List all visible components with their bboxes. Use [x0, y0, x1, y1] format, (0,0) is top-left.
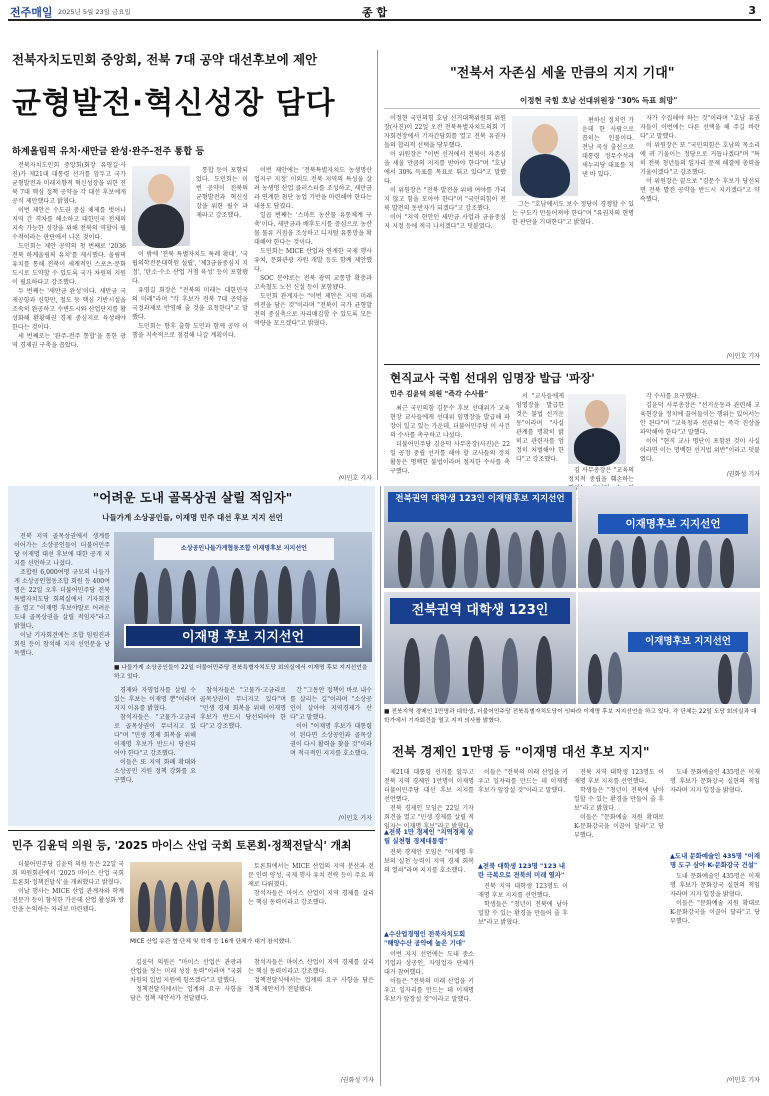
interview-col3: 자가 수집해야 하는 것"이라며 "호남 유권자들이 이번에는 다른 선택을 해 주길 바란다"고 말했다. 이 위원장은 또 "국민의힘은 호남의 목소리에 귀 기울이는 정당으로 거듭나겠다"며 "특히 전북 청년들의 일자리 문제 해결에 총력을 기울이겠다"고 강조했다. 이 위원장은 끝으로 "김문수 후보가 당선되면 전북 발전 공약을 반드시 지키겠다"고 약속했다.: [640, 115, 760, 203]
merchants-banner: 이재명 후보 지지선언: [124, 624, 362, 648]
economy-col3: 전북 지역 대학생 123명도 이재명 후보 지지를 선언했다. 학생들은 "청년이 전북에 남아 일할 수 있는 환경을 만들어 줄 후보"라고 밝혔다.: [478, 883, 568, 926]
economy-col1: 제21대 대통령 선거를 앞두고 전북 지역 경제인 1만명이 이재명 더불어민주당 대선 후보 지지를 선언했다. 전북 경제인 모임은 22일 기자회견을 열고 "민생 경제를 살릴 적임자는 이재명 후보"라고 밝혔다.: [384, 769, 474, 830]
forum-photo-caption: MICE 산업 유관 협·단체 및 학계 등 16개 단체가 대거 참석했다.: [130, 939, 292, 945]
interview-byline: /이민호 기자: [726, 353, 760, 360]
economy-col4: 도내 문화예술인 435명은 이재명 후보가 문화강국 실현의 적임자라며 지지 입장을 밝혔다. 이들은 "문화예술 지원 확대로 K-문화강국을 이끌어 달라"고 당부했다.: [670, 873, 760, 925]
lim-byline: /권화성 기자: [726, 471, 760, 478]
interview-col2-top: 편하신 정치인 가운데 한 사람으로 꼽히는 인물이다. 전남 곡성 출신으로 대통령 정무수석과 새누리당 대표를 지낸 바 있다.: [582, 117, 634, 178]
forum-col1: 더불어민주당 김윤덕 의원 등은 22일 국회 의원회관에서 '2025 마이스 산업 국회 토론회·정책전달식'을 개최했다고 밝혔다. 이날 행사는 MICE 산업 관계자와 학계 전문가 등이 참석한 가운데 산업 활성화 방안을 논의하는 자리로 마련됐다.: [12, 861, 124, 913]
lim-col3: 각 수사를 요구했다. 김윤덕 사무총장은 "선거운동과 관련해 교육현장을 정치에 끌어들이는 행위는 있어서는 안 된다"며 "교육청과 선관위는 즉각 진상을 파악해야 한다"고 말했다. 이어 "현직 교사 명단이 포함된 것이 사실이라면 이는 명백한 선거법 위반"이라고 덧붙였다.: [640, 393, 760, 463]
lead-headline: 균형발전·혁신성장 담다: [12, 86, 336, 121]
collage-photo-2: [578, 486, 760, 588]
lead-col3: 이번 제안에는 '전북특별자치도 농생명산업지구 지정' 이외도 전북 지역의 특성을 살려 농생명 산업 클러스터를 조성하고, 새만금과 연계한 첨단 농업 기반을 마련해야 한다는 내용도 담겼다. 일곱 번째는 '스마트 농산물 유통체계 구축'이다. 새만금과 배후도시를 중심으로 농산물 물류 거점을 조성하고 디지털 유통망을 확대해야 한다는 것이다. 도민회는 MICE 산업과 연계한 국제 행사 유치, 문화관광 자원 개발 등도 함께 제안했다. SOC 분야로는 전북 광역 교통망 확충과 고속철도 노선 신설 등이 포함됐다. 도민회 관계자는 "이번 제안은 지역 미래 비전을 담은 것"이라며 "전북이 국가 균형발전의 중심축으로 자리매김할 수 있도록 모든 역량을 모으겠다"고 밝혔다.: [254, 167, 372, 327]
forum-byline: /권화성 기자: [340, 1077, 374, 1084]
lead-portrait: [132, 166, 190, 246]
merchants-col3: 간 "그동안 정책이 바로 내수를 살리는 길"이라며 "소상공인이 살아야 지역경제가 산다"고 말했다. 이어 "이재명 후보가 대통령이 된다면 소상공인과 골목상권이 다시 활력을 찾을 것"이라며 적극적인 지지를 호소했다.: [290, 687, 372, 757]
lim-portrait: [568, 394, 626, 464]
lim-headline: 현직교사 국힘 선대위 임명장 발급 '파장': [390, 371, 595, 385]
economy-sub2: ▲수산업경영인 전북자치도회 "해양수산 공약에 높은 기대": [384, 930, 466, 947]
lead-col2: 이 밖에 '전북 특별자치도 특례 확대', '국립의학전문대학원 설립', '제3금융중심지 지정', '탄소·수소 산업 거점 육성' 등이 포함됐다. 유영길 회장은 "전북의 미래는 대한민국의 미래"라며 "각 후보가 전북 7대 공약을 국정과제로 반영해 줄 것을 요청한다"고 말했다. 도민회는 향후 출향 도민과 함께 공약 이행을 지속적으로 점검해 나갈 계획이다.: [132, 251, 248, 339]
section-rule: [384, 364, 760, 365]
lead-col2-top: 통합 등이 포함되었다. 도민회는 이번 공약이 전북의 균형발전과 혁신성장을 위한 필수 과제라고 강조했다.: [196, 167, 248, 219]
collage-photo-3: [384, 592, 576, 704]
lead-kicker: 전북자치도민회 중앙회, 전북 7대 공약 대선후보에 제안: [12, 52, 318, 67]
forum-headline: 민주 김윤덕 의원 등, '2025 마이스 산업 국회 토론회·정책전달식' 개최: [12, 839, 352, 852]
merchants-col2: 경제와 자영업자를 살릴 수 있는 후보는 이재명 뿐"이라며 지지 이유를 밝혔다. 참석자들은 "고물가·고금리로 골목상권이 무너지고 있다"며 "민생 경제 회복을 위해 이재명 후보가 반드시 당선되어야 한다"고 강조했다. 이들은 또 지역 화폐 확대와 소상공인 지원 정책 강화를 요구했다.: [114, 687, 196, 784]
forum-col2: 토론회에서는 MICE 산업의 지역 분산과 전문 인력 양성, 국제 행사 유치 전략 등이 주요 의제로 다뤄졌다. 참석자들은 마이스 산업이 지역 경제를 살리는 핵심 동력이라고 강조했다.: [248, 863, 374, 906]
masthead-rule: [8, 19, 761, 21]
interview-col1: 이정현 국민의힘 호남 선거대책위원회 위원장(사진)이 22일 오전 전북특별자치도의회 기자회견장에서 기자간담회를 열고 전북 유권자들의 합리적 선택을 당부했다. 이 위원장은 "이번 선거에서 전북이 자존심을 세울 만큼의 지지를 받아야 한다"며 "호남에서 30% 득표를 목표로 뛰고 있다"고 말했다. 이 위원장은 "전북 발전을 위해 여야를 가리지 않고 힘을 모아야 한다"며 "국민의힘이 전북 발전의 동반자가 되겠다"고 강조했다. 이어 "지역 현안인 새만금 사업과 금융중심지 지정 등에 적극 나서겠다"고 덧붙였다.: [384, 115, 506, 230]
lim-col2b: 김 사무총장은 "교육의 정치적 중립을 훼손하는 행위는: [568, 467, 634, 492]
collage-banner-4: 이재명후보 지지선언: [628, 632, 748, 652]
collage-photo-1: [384, 486, 576, 588]
lim-subhead: 민주 김윤덕 의원 "즉각 수사를": [390, 390, 489, 398]
economy-sub4: ▲도내 문화예술인 435명 "이재명 도구 삼아 K-문화강국 건설": [670, 852, 760, 869]
forum-col3: 김윤덕 의원은 "마이스 산업은 관광과 산업을 잇는 미래 성장 동력"이라며 "국회 차원의 입법 지원에 힘쓰겠다"고 말했다. 정책전달식에서는 업계의 요구 사항을 담은 정책 제안서가 전달됐다.: [130, 959, 242, 1002]
issue-date: 2025년 5월 23일 금요일: [58, 8, 131, 16]
masthead: [10, 4, 760, 18]
merchants-backdrop: 소상공인나들가게협동조합 이재명후보 지지선언: [154, 538, 334, 560]
merchants-byline: /이민호 기자: [338, 815, 372, 822]
page-number: 3: [748, 4, 756, 17]
forum-photo: [130, 862, 242, 932]
column-divider: [377, 50, 378, 480]
section-name: 종 합: [362, 6, 388, 19]
economy-byline: /이민호 기자: [726, 1077, 760, 1084]
lead-col1: 전북자치도민회 중앙회(회장 유영길·사진)가 제21대 대통령 선거를 앞두고 국가 균형발전과 미래지향적 혁신성장을 위한 전북 7대 핵심 정책 공약을 각 대선 후보에게 공식 제안했다고 밝혔다. 이번 제안은 수도권 중심 체제를 벗어나 지역 간 격차를 해소하고 대한민국 전체의 지속 가능한 성장을 위해 전북의 역할이 필수적이라는 판단에서 나온 것이다. 도민회는 제안 공약의 첫 번째로 '2036 전북 하계올림픽 유치'를 제시했다. 올림픽 유치를 통해 전북이 세계적인 스포츠·문화 도시로 도약할 수 있도록 국가 차원의 지원이 필요하다고 강조했다. 두 번째는 '새만금 완성'이다. 새만금 국제공항과 신항만, 철도 등 핵심 기반시설을 조속히 완공하고 수변도시와 산업단지를 활성화해 환황해권 경제 중심지로 육성해야 한다는 것이다. 세 번째로는 '완주-전주 통합'을 통한 광역 경제권 구축을 꼽았다.: [12, 162, 126, 349]
merchants-subtitle: 나들가게 소상공인들, 이재명 민주 대선 후보 지지 선언: [102, 513, 283, 522]
interview-rule: [384, 108, 760, 109]
collage-banner-3: 전북권역 대학생 123인: [390, 598, 570, 624]
economy-col4a: 도내 문화예술인 435명은 이재명 후보가 문화강국 실현의 적임자라며 지지 입장을 밝혔다.: [670, 769, 760, 794]
merchants-col2b: 참석자들은 "고물가·고금리로 골목상권이 무너지고 있다"며 "민생 경제 회복을 위해 이재명 후보가 반드시 당선되어야 한다"고 강조했다.: [200, 687, 286, 730]
merchants-caption: ■ 나들가게 소상공인들이 22일 더불어민주당 전북특별자치도당 회의실에서 이재명 후보 지지선언을 하고 있다.: [114, 665, 368, 680]
interview-col2: 그는 "호남에서도 보수 정당이 경쟁할 수 있는 구도가 만들어져야 한다"며 "유권자의 현명한 판단을 기대한다"고 밝혔다.: [512, 201, 634, 226]
paper-name: 전주매일: [10, 6, 53, 19]
economy-sub1: ▲전북 1만 경제인 "지역경제 살릴 실천형 경제대통령": [384, 828, 474, 845]
lim-col2a: 서 "교사들에게 임명장을 발급한 것은 불법 선거운동"이라며 "사실관계를 명확히 밝히고 관련자를 엄정히 처벌해야 한다"고 강조했다.: [516, 393, 564, 463]
economy-headline: 전북 경제인 1만명 등 "이재명 대선 후보 지지": [392, 744, 650, 759]
interview-quote: "전북서 자존심 세울 만큼의 지지 기대": [450, 66, 675, 81]
economy-sub3: ▲전북 대학생 123명 "123 내란 극복으로 전북의 미래 열자": [478, 862, 566, 879]
merchants-quote: "어려운 도내 골목상권 살릴 적임자": [92, 490, 293, 505]
economy-col1b: 전북 경제인 모임은 "이재명 후보의 실천 능력이 지역 경제 회복의 열쇠"라며 지지를 호소했다.: [384, 849, 474, 874]
economy-col2: 이번 지지 선언에는 도내 중소기업과 상공인, 자영업자 단체가 대거 참여했다. 이들은 "전북의 미래 산업을 키우고 일자리를 만드는 데 이재명 후보가 앞장설 것"이라고 말했다.: [384, 951, 474, 1003]
collage-caption: ■ 전북지역 경제인 1만명과 대학생, 더불어민주당 전북특별자치도당이 잇따라 이재명 후보 지지선언을 하고 있다. 각 단체는 22일 도당 회의실과 대학가에서 기자회견을 열고 지지 의사를 밝혔다.: [384, 709, 757, 724]
lead-subhead: 하계올림픽 유치·새만금 완성·완주-전주 통합 등: [12, 146, 205, 157]
lim-col1: 최근 국민의힘 김문수 후보 선대위가 교육현장 교사들에게 선대위 임명장을 발급해 파장이 일고 있는 가운데, 더불어민주당 이 사건의 수사를 촉구하고 나섰다. 더불어민주당 김윤덕 사무총장(사진)은 22일 공정 중립 선거를 해야 할 교사들의 정치 활동은 명백한 불법이라며 철저한 수사를 촉구했다.: [390, 405, 510, 475]
column-divider-2: [380, 486, 381, 1086]
merchants-col1: 전북 지역 골목상권에서 생계를 이어가는 소상공인들이 더불어민주당 이재명 대선 후보에 대한 공개 지지를 선언하고 나섰다. 조합원 6,000여명 규모의 나들가게 소상공인협동조합 회원 등 400여명은 22일 오후 더불어민주당 전북특별자치도당 회의실에서 기자회견을 열고 "이재명 후보야말로 어려운 도내 골목상권을 살릴 적임자"라고 밝혔다. 이날 기자회견에는 조합 임원진과 회원 등이 참석해 지지 선언문을 낭독했다.: [14, 533, 110, 657]
merchants-photo: [114, 532, 372, 662]
economy-col3b: 전북 지역 대학생 123명도 이재명 후보 지지를 선언했다. 학생들은 "청년이 전북에 남아 일할 수 있는 환경을 만들어 줄 후보"라고 밝혔다. 이들은 "문화예술 지원 확대로 K-문화강국을 이끌어 달라"고 당부했다.: [574, 769, 664, 839]
forum-rule: [8, 830, 375, 831]
collage-banner-1: 전북권역 대학생 123인 이재명후보 지지선언: [388, 492, 572, 522]
collage-banner-2: 이재명후보 지지선언: [598, 514, 748, 534]
forum-col3b: 참석자들은 마이스 산업이 지역 경제를 살리는 핵심 동력이라고 강조했다. 정책전달식에서는 업계의 요구 사항을 담은 정책 제안서가 전달됐다.: [248, 959, 374, 993]
interview-portrait: [512, 116, 578, 196]
lead-byline: /이민호 기자: [338, 475, 372, 482]
collage-photo-4: [578, 592, 760, 704]
economy-col2b: 이들은 "전북의 미래 산업을 키우고 일자리를 만드는 데 이재명 후보가 앞장설 것"이라고 말했다.: [478, 769, 568, 794]
interview-subtitle: 이정현 국힘 호남 선대위원장 "30% 득표 희망": [520, 96, 678, 105]
